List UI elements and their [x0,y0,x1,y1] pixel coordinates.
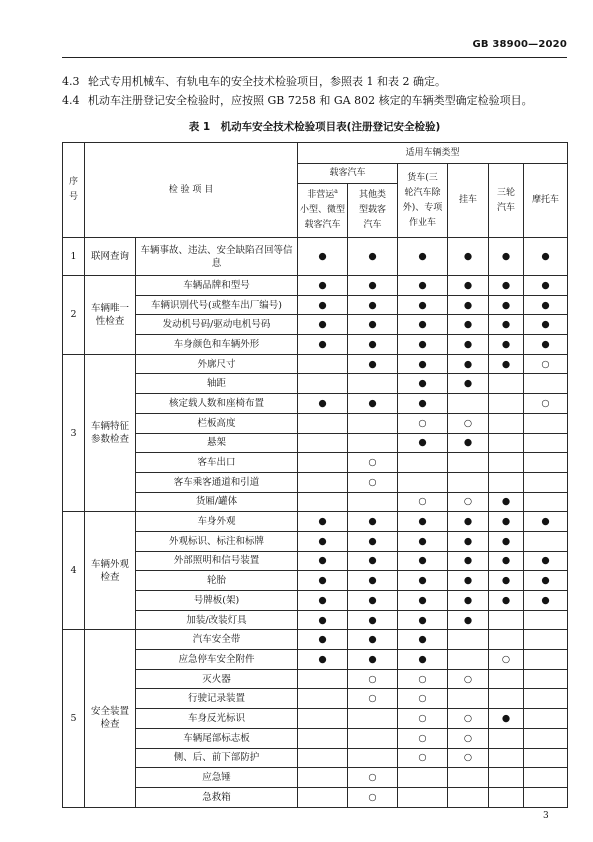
clause-number: 4.3 [62,75,80,88]
applicability-mark: ● [489,238,524,276]
row-category [85,630,136,807]
applicability-mark [524,650,568,670]
cell-line: 汽车 [363,220,382,230]
applicability-mark [524,728,568,748]
applicability-mark [298,689,348,709]
applicability-mark [348,413,398,433]
applicability-mark: ● [524,335,568,355]
applicability-mark [298,492,348,512]
standard-number: GB 38900—2020 [472,39,567,50]
applicability-mark [489,787,524,807]
header-motorcycle [524,164,568,238]
applicability-mark: ● [448,354,489,374]
row-item-label: 车辆事故、违法、安全缺陷召回等信息 [136,238,298,276]
applicability-mark [489,453,524,473]
table-row [63,374,568,394]
table-row [63,768,568,788]
row-item-label: 车身外观 [136,512,298,532]
applicability-mark: ● [489,571,524,591]
applicability-mark: ● [398,394,448,414]
applicability-mark: ○ [348,669,398,689]
applicability-mark: ○ [448,728,489,748]
row-seq: 1 [63,238,85,276]
page-number: 3 [543,811,549,821]
applicability-mark: ● [398,531,448,551]
cell-line: 型载客 [358,205,386,215]
table-row [63,453,568,473]
table-row [63,394,568,414]
applicability-mark [489,728,524,748]
table-row [63,610,568,630]
applicability-mark: ● [348,394,398,414]
applicability-mark: ● [448,276,489,296]
applicability-mark: ● [448,315,489,335]
applicability-mark: ● [448,335,489,355]
applicability-mark: ○ [524,394,568,414]
applicability-mark: ● [398,571,448,591]
row-item-label: 发动机号码/驱动电机号码 [136,315,298,335]
applicability-mark: ● [398,238,448,276]
applicability-mark: ● [448,610,489,630]
applicability-mark: ○ [448,669,489,689]
cell-line: 车辆外观 [90,558,129,570]
applicability-mark: ● [448,433,489,453]
applicability-mark [398,787,448,807]
header-applicable-vehicle-types: 适用车辆类型 [298,143,568,164]
applicability-mark [524,610,568,630]
applicability-mark: ● [348,630,398,650]
applicability-mark [298,728,348,748]
row-item-label: 外观标识、标注和标牌 [136,531,298,551]
cell-line: 三轮 [496,187,515,198]
applicability-mark [298,453,348,473]
applicability-mark: ● [524,238,568,276]
applicability-mark: ● [348,295,398,315]
applicability-mark: ● [348,610,398,630]
row-item-label: 车身反光标识 [136,709,298,729]
row-seq: 5 [63,630,85,807]
applicability-mark [489,472,524,492]
table-row [63,354,568,374]
applicability-mark: ○ [398,669,448,689]
cell-line: 作业车 [408,217,436,228]
applicability-mark [489,433,524,453]
applicability-mark: ● [298,394,348,414]
applicability-mark: ○ [348,787,398,807]
header-other-passenger-car [348,184,398,238]
applicability-mark [489,689,524,709]
cell-line: 小型、微型 [300,205,346,215]
applicability-mark: ● [298,238,348,276]
applicability-mark: ● [524,295,568,315]
row-item-label: 车身颜色和车辆外形 [136,335,298,355]
applicability-mark: ● [524,276,568,296]
table-row [63,315,568,335]
applicability-mark: ○ [448,413,489,433]
applicability-mark [298,748,348,768]
applicability-mark [448,787,489,807]
cell-line: 序 [68,177,78,187]
applicability-mark: ● [298,315,348,335]
applicability-mark: ● [489,354,524,374]
applicability-mark [524,453,568,473]
cell-line: 载客汽车 [304,220,341,230]
applicability-mark: ● [348,591,398,611]
applicability-mark: ● [398,276,448,296]
row-seq: 2 [63,276,85,355]
table-row [63,433,568,453]
row-item-label: 外部照明和信号装置 [136,551,298,571]
applicability-mark: ○ [448,709,489,729]
applicability-mark: ○ [448,492,489,512]
row-seq: 4 [63,512,85,630]
applicability-mark: ● [524,315,568,335]
inspection-items-table [62,142,568,808]
cell-line: 参数检查 [90,434,129,445]
cell-line: 车辆特征 [90,421,129,432]
applicability-mark: ● [348,354,398,374]
table-row [63,472,568,492]
applicability-mark: ○ [348,689,398,709]
applicability-mark [448,394,489,414]
applicability-mark: ● [298,591,348,611]
table-caption: 表 1 机动车安全技术检验项目表(注册登记安全检验) [188,121,441,133]
applicability-mark [489,669,524,689]
header-seq [63,143,85,238]
row-item-label: 加装/改装灯具 [136,610,298,630]
applicability-mark: ● [398,630,448,650]
table-row [63,295,568,315]
table-row [63,591,568,611]
applicability-mark: ● [348,315,398,335]
cell-line: 联网查询 [90,251,129,262]
row-item-label: 汽车安全带 [136,630,298,650]
applicability-mark: ● [398,591,448,611]
applicability-mark: ● [298,630,348,650]
applicability-mark [489,413,524,433]
row-category [85,276,136,355]
clause-4-3 [62,74,567,90]
applicability-mark: ● [298,551,348,571]
applicability-mark: ● [398,295,448,315]
clause-text: 机动车注册登记安全检验时，应按照 GB 7258 和 GA 802 核定的车辆类型确定检验项目。 [88,94,533,107]
row-item-label: 客车出口 [136,453,298,473]
applicability-mark: ● [398,610,448,630]
applicability-mark: ○ [524,354,568,374]
row-item-label: 货厢/罐体 [136,492,298,512]
cell-line: 摩托车 [532,195,560,205]
applicability-mark [448,630,489,650]
applicability-mark [298,433,348,453]
applicability-mark [448,472,489,492]
table-header [63,143,568,238]
applicability-mark: ● [448,512,489,532]
applicability-mark: ○ [398,413,448,433]
row-item-label: 车辆识别代号(或整车出厂编号) [136,295,298,315]
applicability-mark [348,728,398,748]
applicability-mark: ● [298,571,348,591]
cell-line: 性检查 [95,315,125,327]
row-item-label: 急救箱 [136,787,298,807]
header-inspection-item: 检 验 项 目 [85,143,298,238]
applicability-mark: ● [398,354,448,374]
applicability-mark: ● [398,512,448,532]
applicability-mark [298,413,348,433]
applicability-mark: ● [448,238,489,276]
applicability-mark: ● [524,551,568,571]
applicability-mark: ● [298,295,348,315]
table-row [63,689,568,709]
applicability-mark: ● [448,374,489,394]
applicability-mark: ● [348,512,398,532]
applicability-mark: ● [348,551,398,571]
table-row [63,787,568,807]
row-item-label: 外廓尺寸 [136,354,298,374]
applicability-mark: ● [489,512,524,532]
applicability-mark [524,748,568,768]
applicability-mark [489,630,524,650]
applicability-mark [348,709,398,729]
table-row [63,492,568,512]
header-truck [398,164,448,238]
applicability-mark [489,374,524,394]
applicability-mark: ● [489,492,524,512]
applicability-mark [524,709,568,729]
cell-line: 汽车 [496,202,515,213]
applicability-mark: ● [448,591,489,611]
footnote-mark: a [334,188,338,195]
cell-line: 检查 [100,719,120,731]
applicability-mark: ● [348,650,398,670]
cell-line: 安全装置 [90,706,129,718]
applicability-mark: ● [489,551,524,571]
cell-line: 检查 [100,571,120,583]
table-row [63,571,568,591]
applicability-mark: ● [489,591,524,611]
row-item-label: 车辆品牌和型号 [136,276,298,296]
row-item-label: 悬架 [136,433,298,453]
applicability-mark: ○ [348,453,398,473]
applicability-mark: ● [298,610,348,630]
row-category [85,512,136,630]
applicability-mark: ● [348,276,398,296]
applicability-mark [489,768,524,788]
applicability-mark: ○ [398,492,448,512]
applicability-mark [524,531,568,551]
table-row [63,512,568,532]
applicability-mark: ● [298,335,348,355]
applicability-mark: ● [298,650,348,670]
applicability-mark [524,787,568,807]
applicability-mark: ○ [398,748,448,768]
applicability-mark: ● [398,374,448,394]
table-row [63,650,568,670]
applicability-mark [348,433,398,453]
applicability-mark [524,413,568,433]
applicability-mark [348,492,398,512]
cell-line: 轮汽车除 [404,187,441,198]
applicability-mark [398,472,448,492]
applicability-mark: ● [448,571,489,591]
applicability-mark [524,669,568,689]
applicability-mark: ● [448,551,489,571]
applicability-mark [524,768,568,788]
table-row [63,531,568,551]
row-item-label: 侧、后、前下部防护 [136,748,298,768]
table-row [63,748,568,768]
applicability-mark: ○ [348,472,398,492]
row-item-label: 客车乘客通道和引道 [136,472,298,492]
applicability-mark: ● [489,276,524,296]
header-non-commercial-small-passenger-car [298,184,348,238]
table-row [63,728,568,748]
header-rule [62,57,567,58]
row-item-label: 应急锤 [136,768,298,788]
applicability-mark: ○ [348,768,398,788]
applicability-mark: ● [448,531,489,551]
cell-line: 非营运 [307,190,335,200]
applicability-mark: ● [398,551,448,571]
applicability-mark [298,472,348,492]
applicability-mark [298,374,348,394]
table-row [63,413,568,433]
applicability-mark: ● [348,238,398,276]
row-item-label: 行驶记录装置 [136,689,298,709]
row-item-label: 轮胎 [136,571,298,591]
applicability-mark: ○ [489,650,524,670]
row-category [85,238,136,276]
applicability-mark: ● [348,531,398,551]
applicability-mark: ● [448,295,489,315]
row-item-label: 栏板高度 [136,413,298,433]
applicability-mark [298,768,348,788]
header-trailer [448,164,489,238]
table-row [63,551,568,571]
clause-number: 4.4 [62,94,80,107]
cell-line: 其他类 [358,190,386,200]
applicability-mark: ● [298,531,348,551]
applicability-mark: ● [489,315,524,335]
applicability-mark [348,374,398,394]
row-item-label: 核定载人数和座椅布置 [136,394,298,414]
table-row [63,630,568,650]
header-passenger-car: 载客汽车 [298,164,398,184]
applicability-mark [524,374,568,394]
row-item-label: 轴距 [136,374,298,394]
applicability-mark [398,453,448,473]
applicability-mark [398,768,448,788]
applicability-mark: ● [348,335,398,355]
applicability-mark [489,394,524,414]
applicability-mark [448,689,489,709]
applicability-mark [489,610,524,630]
cell-line: 外)、专项 [402,202,443,213]
table-row [63,238,568,276]
row-item-label: 号牌板(架) [136,591,298,611]
row-category [85,354,136,512]
applicability-mark: ● [298,276,348,296]
applicability-mark [348,748,398,768]
applicability-mark [524,689,568,709]
table-body [63,238,568,808]
clause-4-4 [62,93,567,109]
applicability-mark [489,748,524,768]
table-row [63,335,568,355]
applicability-mark [448,768,489,788]
applicability-mark: ● [489,531,524,551]
row-seq: 3 [63,354,85,512]
applicability-mark [524,630,568,650]
applicability-mark: ● [489,295,524,315]
header-three-wheel-vehicle [489,164,524,238]
applicability-mark: ● [298,512,348,532]
table-row [63,669,568,689]
applicability-mark: ● [398,335,448,355]
applicability-mark: ● [524,591,568,611]
applicability-mark [298,709,348,729]
applicability-mark: ● [398,650,448,670]
applicability-mark [298,669,348,689]
clause-text: 轮式专用机械车、有轨电车的安全技术检验项目，参照表 1 和表 2 确定。 [88,75,446,88]
applicability-mark: ○ [398,689,448,709]
table-row [63,276,568,296]
row-item-label: 灭火器 [136,669,298,689]
applicability-mark [448,453,489,473]
table-row [63,709,568,729]
applicability-mark [298,787,348,807]
applicability-mark: ● [489,335,524,355]
applicability-mark [448,650,489,670]
cell-line: 车辆唯一 [90,302,129,314]
applicability-mark: ○ [398,709,448,729]
applicability-mark [298,354,348,374]
cell-line: 挂车 [458,195,477,205]
applicability-mark: ● [348,571,398,591]
applicability-mark: ○ [398,728,448,748]
cell-line: 号 [68,192,78,202]
row-item-label: 车辆尾部标志板 [136,728,298,748]
applicability-mark: ● [524,571,568,591]
applicability-mark: ○ [448,748,489,768]
applicability-mark [524,492,568,512]
applicability-mark: ● [398,315,448,335]
applicability-mark: ● [398,433,448,453]
cell-line: 货车(三 [407,172,438,183]
row-item-label: 应急停车安全附件 [136,650,298,670]
applicability-mark: ● [524,512,568,532]
applicability-mark: ● [489,709,524,729]
applicability-mark [524,433,568,453]
applicability-mark [524,472,568,492]
